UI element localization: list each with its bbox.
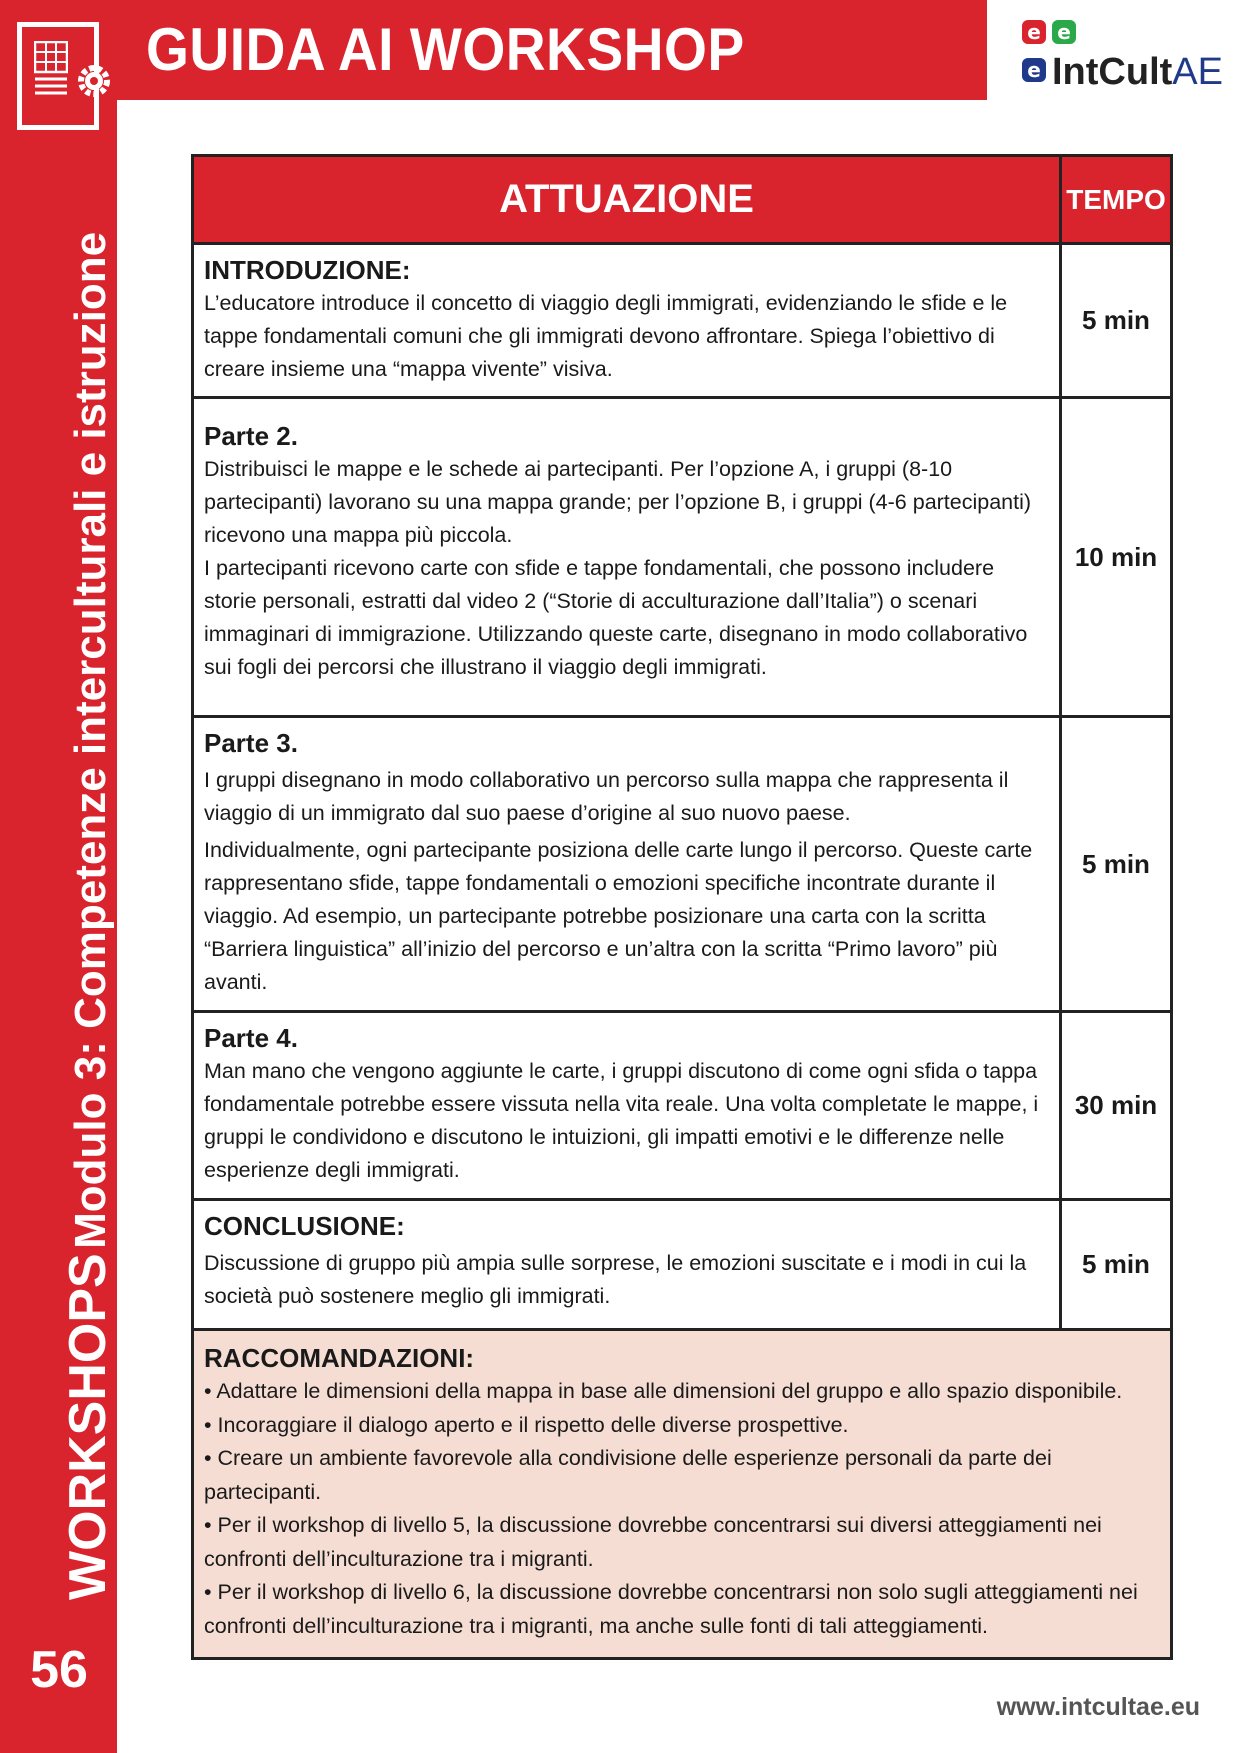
- module-label: Modulo 3: Competenze interculturali e istruzione: [66, 231, 115, 1249]
- section-title: Parte 2.: [204, 421, 298, 451]
- paragraph: Man mano che vengono aggiunte le carte, i gruppi discutono di come ogni sfida o tappa fondamentale potrebbe essere vissuta nella vita reale. Una volta completate le mappe, i gruppi le condividono e discutono le intuizioni, gli impatti emotivi e le differenze nelle esperienze degli immigrati.: [204, 1059, 1039, 1182]
- recommendation-item: • Per il workshop di livello 6, la discussione dovrebbe concentrarsi non solo sugli atteggiamenti nei confronti dell’inculturazione tra i migranti, ma anche sulle fonti di tali atteggiamenti.: [204, 1580, 1138, 1638]
- paragraph: L’educatore introduce il concetto di viaggio degli immigrati, evidenziando le sfide e le tappe fondamentali comuni che gli immigrati devono affrontare. Spiega l’obiettivo di creare insieme una “mappa vivente” visiva.: [204, 291, 1008, 381]
- paragraph: Discussione di gruppo più ampia sulle sorprese, le emozioni suscitate e i modi in cui la società può sostenere meglio gli immigrati.: [204, 1251, 1027, 1308]
- brand-circle-blue-icon: e: [1022, 58, 1046, 82]
- header-activity: ATTUAZIONE: [193, 156, 1061, 244]
- row-time: 5 min: [1061, 717, 1172, 1012]
- paragraph: I gruppi disegnano in modo collaborativo un percorso sulla mappa che rappresenta il viaggio di un immigrato dal suo paese d’origine al suo nuovo paese.: [204, 768, 1009, 825]
- page-number: 56: [30, 1641, 88, 1699]
- section-title: Parte 4.: [204, 1023, 298, 1053]
- brand-circle-green-icon: e: [1052, 20, 1076, 44]
- section-title: Parte 3.: [204, 728, 298, 758]
- activity-table: [191, 154, 1173, 1660]
- table-row: [193, 398, 1172, 717]
- table-row: [193, 1012, 1172, 1200]
- workshop-gear-icon: [17, 22, 99, 130]
- row-content: [193, 717, 1061, 1012]
- paragraph: Distribuisci le mappe e le schede ai partecipanti. Per l’opzione A, i gruppi (8-10 partecipanti) lavorano su una mappa grande; per l’opzione B, i gruppi (4-6 partecipanti) ricevono una mappa più piccola.: [204, 457, 1032, 547]
- paragraph: Individualmente, ogni partecipante posiziona delle carte lungo il percorso. Queste carte rappresentano sfide, tappe fondamentali o emozioni specifiche incontrate durante il viaggio. Ad esempio, un partecipante potrebbe posizionare una carta con la scritta “Barriera linguistica” all’inizio del percorso e un’altra con la scritta “Primo lavoro” più avanti.: [204, 838, 1033, 994]
- sidebar-vertical-title: [58, 210, 117, 1600]
- row-content: [193, 398, 1061, 717]
- row-content: [193, 1200, 1061, 1330]
- paragraph: I partecipanti ricevono carte con sfide e tappe fondamentali, che possono includere storie personali, estratti dal video 2 (“Storie di acculturazione dall’Italia”) o scenari immaginari di immigrazione. Utilizzando queste carte, disegnano in modo collaborativo sui fogli dei percorsi che illustrano il viaggio degli immigrati.: [204, 556, 1028, 679]
- row-content: [193, 244, 1061, 398]
- recommendation-item: • Adattare le dimensioni della mappa in base alle dimensioni del gruppo e allo spazio disponibile.: [204, 1379, 1123, 1403]
- table-row: [193, 717, 1172, 1012]
- section-title: CONCLUSIONE:: [204, 1211, 405, 1241]
- header-time: TEMPO: [1061, 156, 1172, 244]
- table-row: [193, 244, 1172, 398]
- recommendation-item: • Per il workshop di livello 5, la discussione dovrebbe concentrarsi sui diversi atteggiamenti nei confronti dell’inculturazione tra i migranti.: [204, 1513, 1102, 1571]
- row-time: 5 min: [1061, 244, 1172, 398]
- brand-circle-red-icon: e: [1022, 20, 1046, 44]
- row-time: 30 min: [1061, 1012, 1172, 1200]
- recommendation-item: • Incoraggiare il dialogo aperto e il rispetto delle diverse prospettive.: [204, 1412, 849, 1437]
- row-time: 5 min: [1061, 1200, 1172, 1330]
- brand-name: IntCultAE: [1052, 51, 1223, 93]
- website-link[interactable]: www.intcultae.eu: [996, 1693, 1200, 1721]
- brand-logo: [1022, 16, 1222, 96]
- table-row: [193, 1200, 1172, 1330]
- row-time: 10 min: [1061, 398, 1172, 717]
- recommendations-row: [193, 1330, 1172, 1659]
- page-title: GUIDA AI WORKSHOP: [146, 16, 745, 83]
- section-title: INTRODUZIONE:: [204, 255, 411, 285]
- recommendations-title: RACCOMANDAZIONI:: [204, 1343, 475, 1373]
- row-content: [193, 1012, 1061, 1200]
- table-header-row: [193, 156, 1172, 244]
- recommendation-item: • Creare un ambiente favorevole alla condivisione delle esperienze personali da parte dei partecipanti.: [204, 1446, 1052, 1504]
- series-label: WORKSHOPS: [59, 1253, 117, 1600]
- recommendations: [193, 1330, 1172, 1659]
